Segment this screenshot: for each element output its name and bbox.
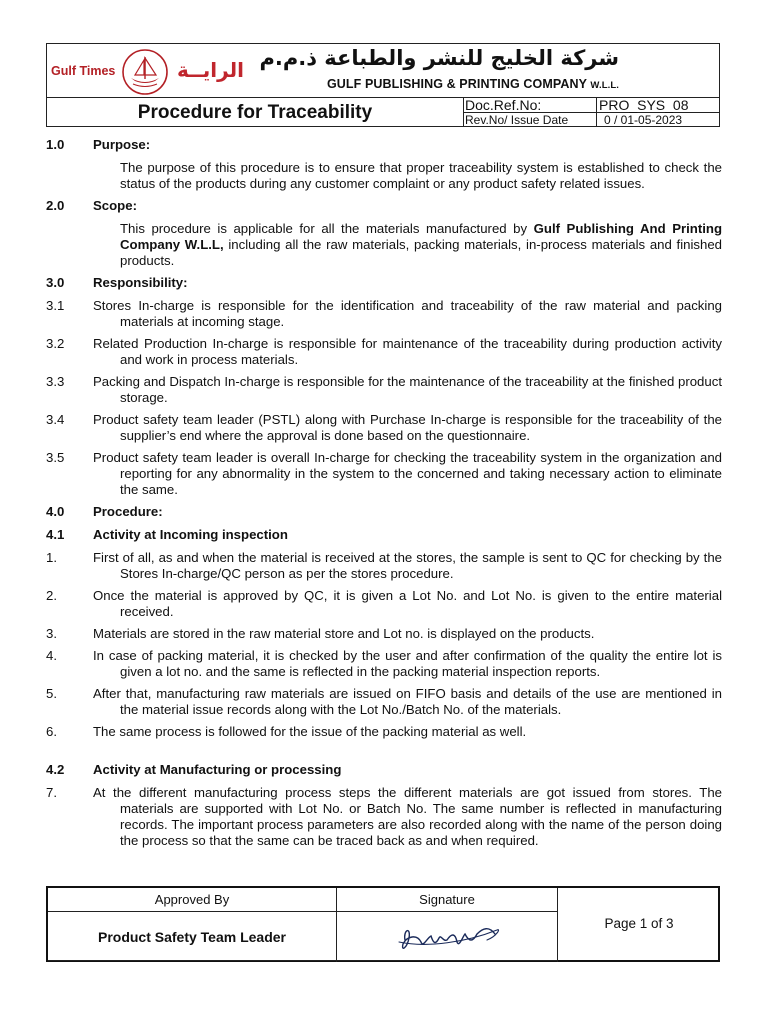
responsibility-item bbox=[46, 450, 722, 498]
al-raya-logo-text: الرايــة bbox=[177, 58, 244, 82]
item-text: Product safety team leader (PSTL) along with Purchase In-charge is responsible for the traceability of the supplier’s end where the approval is done based on the questionnaire. bbox=[93, 412, 722, 443]
signature-cell bbox=[337, 912, 558, 962]
item-number: 3.2 bbox=[46, 336, 65, 351]
approval-footer bbox=[46, 886, 720, 962]
item-text: Packing and Dispatch In-charge is responsible for the maintenance of the traceability at the finished product storage. bbox=[93, 374, 722, 405]
item-text: Product safety team leader is overall In-charge for checking the traceability system in the organization and reporting for any abnormality in the system to the concerned and taking necessary action to eliminate the same. bbox=[93, 450, 722, 497]
procedure-step bbox=[46, 588, 722, 620]
section-title: Purpose: bbox=[93, 137, 151, 152]
company-name-english bbox=[327, 77, 619, 91]
procedure-step bbox=[46, 648, 722, 680]
procedure-title: Procedure for Traceability bbox=[47, 98, 464, 127]
approval-table bbox=[48, 888, 558, 960]
company-name-arabic: شركة الخليج للنشر والطباعة ذ.م.م bbox=[259, 46, 619, 70]
footer-bottom-rule bbox=[48, 960, 558, 961]
subsection-number: 4.2 bbox=[46, 762, 65, 777]
subsection-title: Activity at Incoming inspection bbox=[93, 527, 288, 542]
subsection-title: Activity at Manufacturing or processing bbox=[93, 762, 342, 777]
approver-name: Product Safety Team Leader bbox=[48, 912, 337, 962]
item-number: 3.1 bbox=[46, 298, 65, 313]
section-heading-purpose bbox=[46, 137, 722, 154]
step-text: The same process is followed for the issue of the packing material as well. bbox=[93, 724, 527, 739]
item-number: 3.5 bbox=[46, 450, 65, 465]
company-name-bold: Gulf Publishing And Printing Company W.L.L, bbox=[120, 221, 723, 252]
scope-text-a: This procedure is applicable for all the materials manufactured by bbox=[120, 221, 534, 236]
responsibility-item bbox=[46, 336, 722, 368]
item-number: 3.4 bbox=[46, 412, 65, 427]
step-number: 3. bbox=[46, 626, 57, 641]
responsibility-item bbox=[46, 374, 722, 406]
item-number: 3.3 bbox=[46, 374, 65, 389]
step-text: First of all, as and when the material is received at the stores, the sample is sent to QC for checking by the Stores In-charge/QC person as per the stores procedure. bbox=[93, 550, 722, 581]
step-number: 4. bbox=[46, 648, 57, 663]
document-header bbox=[46, 43, 720, 127]
item-text: Stores In-charge is responsible for the identification and traceability of the raw material and packing materials at incoming stage. bbox=[93, 298, 722, 329]
step-number: 1. bbox=[46, 550, 57, 565]
revision-label: Rev.No/ Issue Date bbox=[464, 113, 597, 127]
gulf-times-logo-text: Gulf Times bbox=[51, 64, 116, 78]
procedure-step bbox=[46, 785, 722, 849]
doc-ref-value: PRO_SYS_08 bbox=[597, 98, 719, 113]
item-text: Related Production In-charge is responsible for maintenance of the traceability during production activity and work in process materials. bbox=[93, 336, 722, 367]
section-number: 4.0 bbox=[46, 504, 65, 519]
step-number: 7. bbox=[46, 785, 57, 800]
company-name-main: GULF PUBLISHING & PRINTING COMPANY bbox=[326, 77, 587, 91]
step-text: In case of packing material, it is checked by the user and after confirmation of the quality the entire lot is given a lot no. and the same is reflected in the packing material inspection reports. bbox=[93, 648, 722, 679]
company-name-suffix: W.L.L. bbox=[590, 80, 619, 91]
step-text: After that, manufacturing raw materials are issued on FIFO basis and details of the use are mentioned in the material issue records along with the Lot No./Batch No. of the materials. bbox=[93, 686, 722, 717]
step-text: Once the material is approved by QC, it is given a Lot No. and Lot No. is given to the entire material received. bbox=[93, 588, 722, 619]
header-logo-row bbox=[47, 44, 719, 97]
subsection-heading-manufacturing bbox=[46, 762, 722, 779]
subsection-number: 4.1 bbox=[46, 527, 65, 542]
section-title: Responsibility: bbox=[93, 275, 188, 290]
spacer bbox=[46, 746, 722, 762]
responsibility-item bbox=[46, 412, 722, 444]
section-number: 3.0 bbox=[46, 275, 65, 290]
handwritten-signature-icon bbox=[337, 912, 558, 960]
step-text: At the different manufacturing process steps the different materials are got issued from stores. The materials are supported with Lot No. or Batch No. The same number is reflected in manufacturing records. The important process parameters are also recorded along with the name of the person doing the process so that the same can be traced back as and when required. bbox=[93, 785, 722, 848]
procedure-step bbox=[46, 550, 722, 582]
responsibility-item bbox=[46, 298, 722, 330]
signature-header: Signature bbox=[337, 888, 558, 912]
section-number: 2.0 bbox=[46, 198, 65, 213]
section-title: Procedure: bbox=[93, 504, 163, 519]
approved-by-header: Approved By bbox=[48, 888, 337, 912]
step-number: 6. bbox=[46, 724, 57, 739]
dhow-emblem-icon bbox=[121, 48, 169, 96]
section-title: Scope: bbox=[93, 198, 137, 213]
procedure-step bbox=[46, 626, 722, 642]
header-title-row bbox=[47, 97, 719, 127]
page-number: Page 1 of 3 bbox=[604, 916, 674, 931]
document-reference-grid bbox=[464, 98, 719, 127]
section-number: 1.0 bbox=[46, 137, 65, 152]
scope-paragraph bbox=[46, 221, 722, 269]
doc-ref-label: Doc.Ref.No: bbox=[464, 98, 597, 113]
step-number: 2. bbox=[46, 588, 57, 603]
step-number: 5. bbox=[46, 686, 57, 701]
revision-value: 0 / 01-05-2023 bbox=[604, 113, 683, 127]
step-text: Materials are stored in the raw material store and Lot no. is displayed on the products. bbox=[93, 626, 595, 641]
procedure-step bbox=[46, 686, 722, 718]
subsection-heading-incoming bbox=[46, 527, 722, 544]
purpose-paragraph: The purpose of this procedure is to ensure that proper traceability system is established to check the status of the products during any customer complaint or any product safety related issues. bbox=[120, 160, 722, 191]
scope-text-b: including all the raw materials, packing materials, in-process materials and finished products. bbox=[120, 237, 722, 268]
document-body bbox=[46, 137, 722, 855]
section-heading-responsibility bbox=[46, 275, 722, 292]
procedure-step bbox=[46, 724, 722, 740]
section-heading-procedure bbox=[46, 504, 722, 521]
section-heading-scope bbox=[46, 198, 722, 215]
